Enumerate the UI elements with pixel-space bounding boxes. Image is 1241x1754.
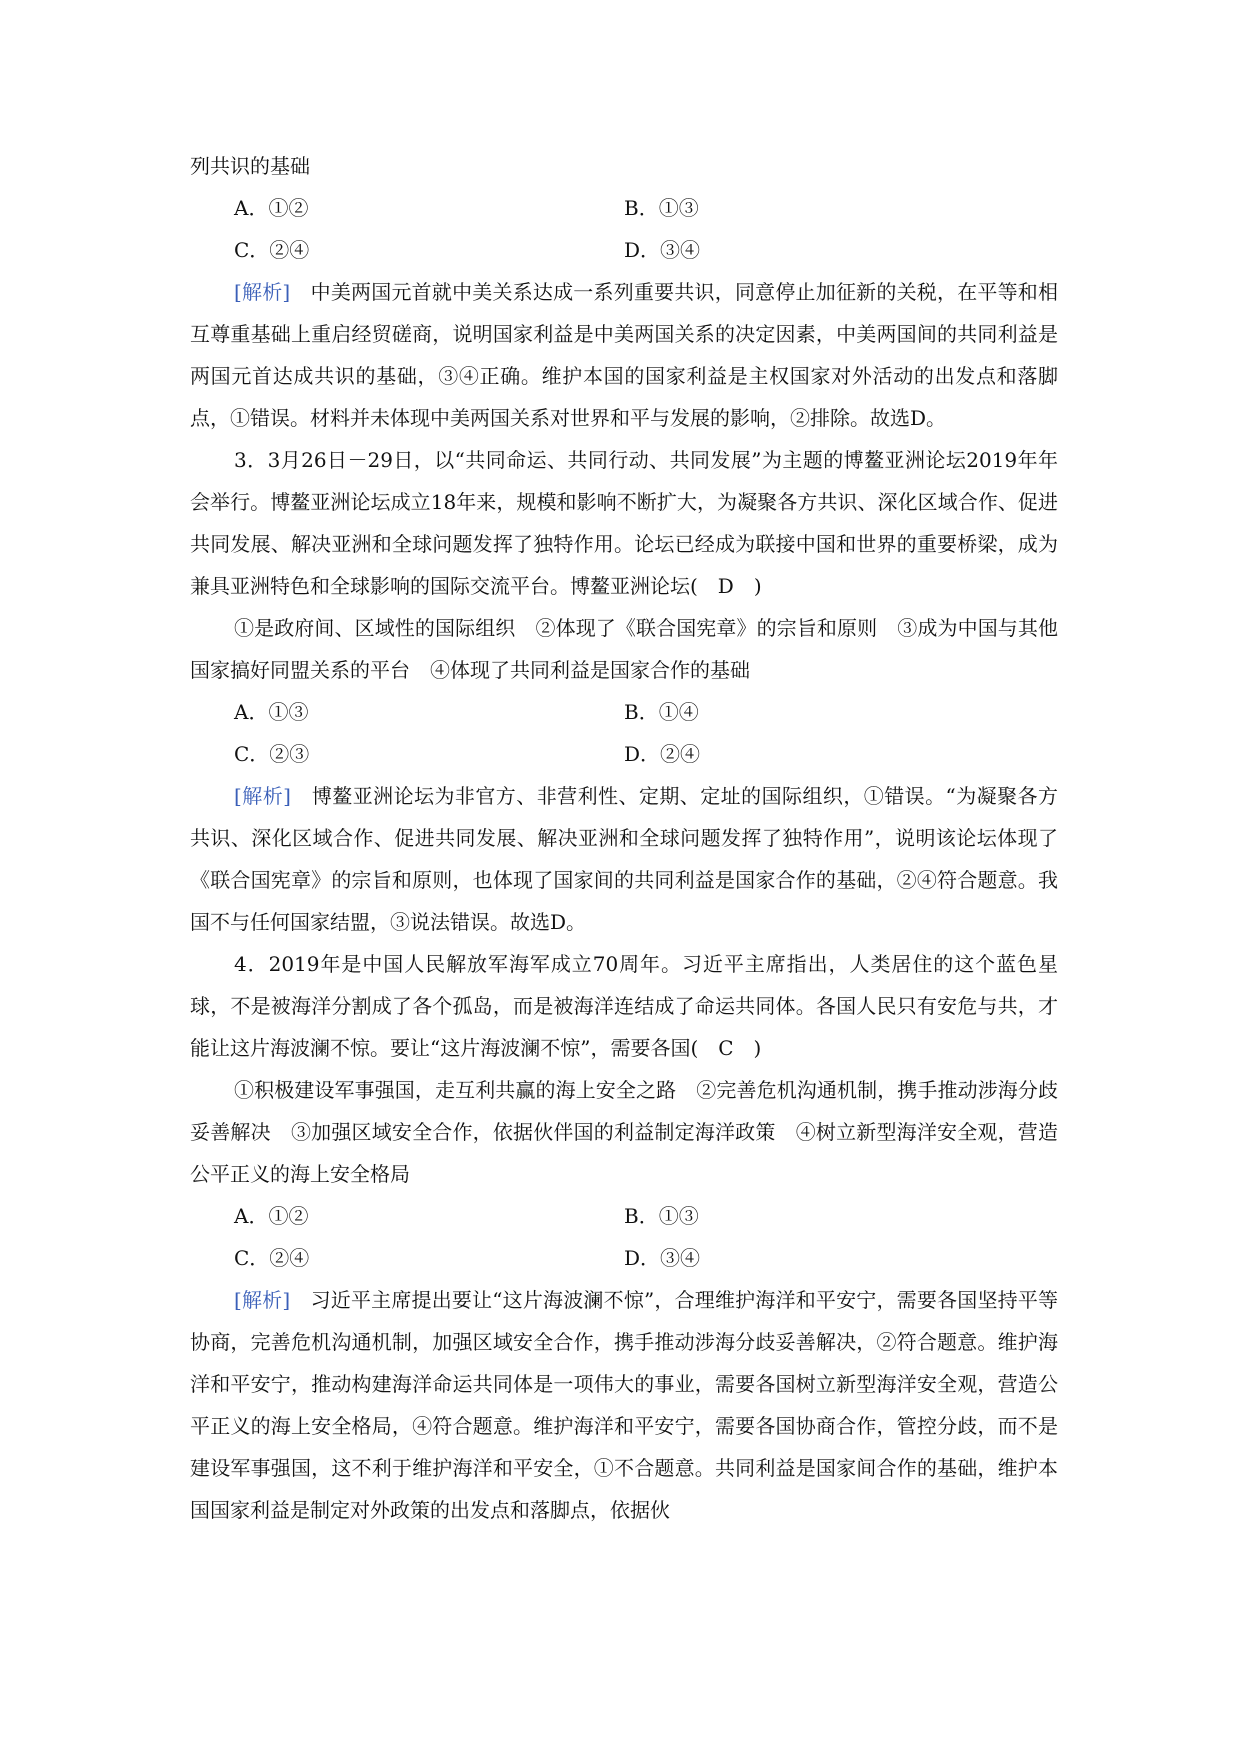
option-d: D．③④ [624, 238, 701, 262]
analysis-tag: [解析] [234, 280, 291, 304]
analysis-tag: [解析] [234, 784, 291, 808]
question-3-stem: 3．3月26日－29日，以“共同命运、共同行动、共同发展”为主题的博鳌亚洲论坛2019年年会举行。博鳌亚洲论坛成立18年来，规模和影响不断扩大，为凝聚各方共识、深化区域合作、促进共同发展、解决亚洲和全球问题发挥了独特作用。论坛已经成为联接中国和世界的重要桥梁，成为兼具亚洲特色和全球影响的国际交流平台。博鳌亚洲论坛( D ) [190, 448, 1058, 598]
question-3-statements: ①是政府间、区域性的国际组织 ②体现了《联合国宪章》的宗旨和原则 ③成为中国与其他国家搞好同盟关系的平台 ④体现了共同利益是国家合作的基础 [190, 616, 1058, 682]
question-4-statements: ①积极建设军事强国，走互利共赢的海上安全之路 ②完善危机沟通机制，携手推动涉海分歧妥善解决 ③加强区域安全合作，依据伙伴国的利益制定海洋政策 ④树立新型海洋安全观，营造公平正义的海上安全格局 [190, 1078, 1058, 1186]
document-page [190, 145, 1058, 1531]
option-b: B．①③ [624, 1204, 699, 1228]
question-3-analysis [190, 775, 1058, 943]
question-4-stem: 4．2019年是中国人民解放军海军成立70周年。习近平主席指出，人类居住的这个蓝色星球，不是被海洋分割成了各个孤岛，而是被海洋连结成了命运共同体。各国人民只有安危与共，才能让这片海波澜不惊。要让“这片海波澜不惊”，需要各国( C ) [190, 952, 1058, 1060]
question-4-options [190, 1195, 1058, 1279]
question-2-analysis [190, 271, 1058, 439]
option-b: B．①④ [624, 700, 699, 724]
option-c: C．②④ [234, 1246, 310, 1270]
analysis-text: 中美两国元首就中美关系达成一系列重要共识，同意停止加征新的关税，在平等和相互尊重基础上重启经贸磋商，说明国家利益是中美两国关系的决定因素，中美两国间的共同利益是两国元首达成共识的基础，③④正确。维护本国的国家利益是主权国家对外活动的出发点和落脚点，①错误。材料并未体现中美两国关系对世界和平与发展的影响，②排除。故选D。 [190, 280, 1059, 430]
analysis-text: 习近平主席提出要让“这片海波澜不惊”，合理维护海洋和平安宁，需要各国坚持平等协商，完善危机沟通机制，加强区域安全合作，携手推动涉海分歧妥善解决，②符合题意。维护海洋和平安宁，推动构建海洋命运共同体是一项伟大的事业，需要各国树立新型海洋安全观，营造公平正义的海上安全格局，④符合题意。维护海洋和平安宁，需要各国协商合作，管控分歧，而不是建设军事强国，这不利于维护海洋和平安全，①不合题意。共同利益是国家间合作的基础，维护本国国家利益是制定对外政策的出发点和落脚点，依据伙 [190, 1288, 1059, 1522]
option-d: D．②④ [624, 742, 701, 766]
option-c: C．②④ [234, 238, 310, 262]
question-2-stem-end: 列共识的基础 [190, 154, 310, 178]
option-a: A．①③ [234, 700, 309, 724]
question-4-analysis [190, 1279, 1058, 1531]
analysis-text: 博鳌亚洲论坛为非官方、非营利性、定期、定址的国际组织，①错误。“为凝聚各方共识、深化区域合作、促进共同发展、解决亚洲和全球问题发挥了独特作用”，说明该论坛体现了《联合国宪章》的宗旨和原则，也体现了国家间的共同利益是国家合作的基础，②④符合题意。我国不与任何国家结盟，③说法错误。故选D。 [190, 784, 1058, 934]
option-a: A．①② [234, 1204, 309, 1228]
analysis-tag: [解析] [234, 1288, 291, 1312]
question-2-options [190, 187, 1058, 271]
option-d: D．③④ [624, 1246, 701, 1270]
option-a: A．①② [234, 196, 309, 220]
option-c: C．②③ [234, 742, 310, 766]
question-3-options [190, 691, 1058, 775]
option-b: B．①③ [624, 196, 699, 220]
